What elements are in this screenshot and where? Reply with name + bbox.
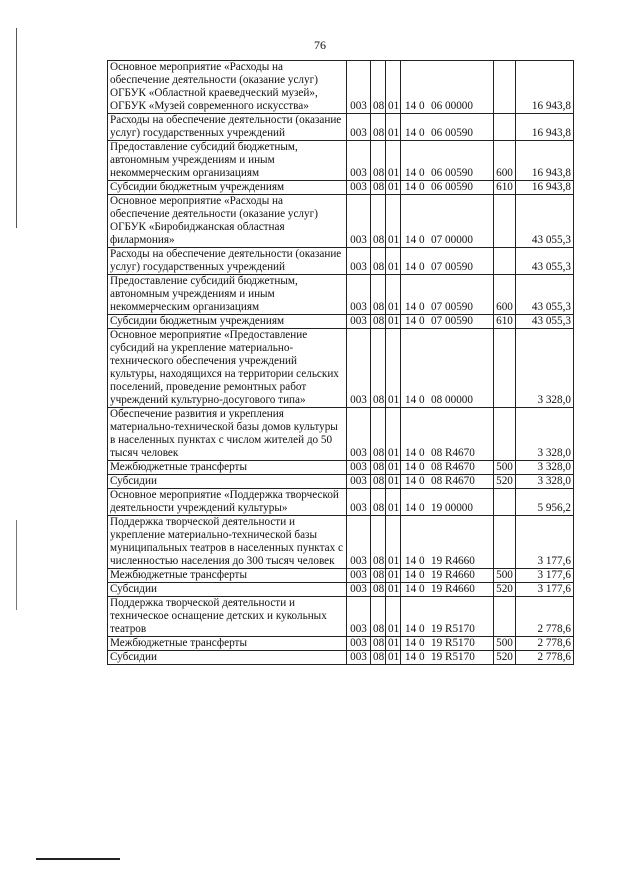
footer-rule — [36, 858, 120, 860]
subsection-code: 01 — [386, 181, 401, 195]
event-code: 07 — [431, 234, 443, 246]
direction-code: R4660 — [445, 555, 475, 567]
subsection-code: 01 — [386, 195, 401, 248]
direction-code: 00000 — [445, 394, 473, 406]
event-code: 07 — [431, 315, 443, 327]
ved-code: 003 — [347, 489, 371, 516]
subsection-code: 01 — [386, 637, 401, 651]
expense-name: Субсидии бюджетным учреждениям — [108, 315, 347, 329]
amount: 16 943,8 — [516, 141, 574, 181]
amount: 43 055,3 — [516, 195, 574, 248]
target-article-code — [401, 489, 494, 516]
ved-code: 003 — [347, 516, 371, 569]
subprogram-code: 0 — [419, 447, 425, 459]
subprogram-code: 0 — [419, 127, 425, 139]
section-code: 08 — [371, 489, 386, 516]
expense-type-code — [494, 516, 516, 569]
event-code: 19 — [431, 651, 443, 663]
direction-code: R5170 — [445, 623, 475, 635]
event-code: 19 — [431, 502, 443, 514]
expense-type-code: 500 — [494, 461, 516, 475]
table-row — [108, 248, 574, 275]
expense-name: Предоставление субсидий бюджетным, автономным учреждениям и иным некоммерческим организациям — [108, 141, 347, 181]
direction-code: 00590 — [445, 127, 473, 139]
subsection-code: 01 — [386, 141, 401, 181]
event-code: 07 — [431, 261, 443, 273]
target-article-code — [401, 114, 494, 141]
subprogram-code: 0 — [419, 569, 425, 581]
subprogram-code: 0 — [419, 502, 425, 514]
expense-name: Обеспечение развития и укрепления материально-технической базы домов культуры в населенных пунктах с числом жителей до 50 тысяч человек — [108, 408, 347, 461]
ved-code: 003 — [347, 461, 371, 475]
program-code: 14 — [405, 569, 417, 581]
expense-type-code — [494, 114, 516, 141]
ved-code: 003 — [347, 569, 371, 583]
target-article-code — [401, 651, 494, 665]
subprogram-code: 0 — [419, 394, 425, 406]
event-code: 19 — [431, 623, 443, 635]
expense-name: Основное мероприятие «Расходы на обеспечение деятельности (оказание услуг) ОГБУК «Биробиджанская областная филармония» — [108, 195, 347, 248]
section-code: 08 — [371, 61, 386, 114]
table-row — [108, 61, 574, 114]
amount: 3 177,6 — [516, 516, 574, 569]
table-row — [108, 329, 574, 408]
direction-code: R4660 — [445, 569, 475, 581]
expense-name: Межбюджетные трансферты — [108, 637, 347, 651]
program-code: 14 — [405, 583, 417, 595]
event-code: 19 — [431, 555, 443, 567]
expense-name: Основное мероприятие «Поддержка творческой деятельности учреждений культуры» — [108, 489, 347, 516]
amount: 3 177,6 — [516, 583, 574, 597]
program-code: 14 — [405, 447, 417, 459]
target-article-code — [401, 569, 494, 583]
ved-code: 003 — [347, 315, 371, 329]
amount: 16 943,8 — [516, 114, 574, 141]
table-row — [108, 651, 574, 665]
target-article-code — [401, 195, 494, 248]
direction-code: R4670 — [445, 447, 475, 459]
table-row — [108, 461, 574, 475]
ved-code: 003 — [347, 329, 371, 408]
program-code: 14 — [405, 167, 417, 179]
direction-code: 00000 — [445, 100, 473, 112]
ved-code: 003 — [347, 181, 371, 195]
target-article-code — [401, 248, 494, 275]
subprogram-code: 0 — [419, 651, 425, 663]
expense-type-code: 520 — [494, 583, 516, 597]
subprogram-code: 0 — [419, 623, 425, 635]
program-code: 14 — [405, 394, 417, 406]
expense-name: Расходы на обеспечение деятельности (оказание услуг) государственных учреждений — [108, 248, 347, 275]
subsection-code: 01 — [386, 516, 401, 569]
amount: 43 055,3 — [516, 248, 574, 275]
target-article-code — [401, 475, 494, 489]
section-code: 08 — [371, 516, 386, 569]
scan-artifact-line — [16, 520, 17, 610]
program-code: 14 — [405, 637, 417, 649]
subsection-code: 01 — [386, 275, 401, 315]
expense-type-code — [494, 248, 516, 275]
target-article-code — [401, 61, 494, 114]
table-row — [108, 141, 574, 181]
subsection-code: 01 — [386, 461, 401, 475]
subprogram-code: 0 — [419, 167, 425, 179]
amount: 3 328,0 — [516, 408, 574, 461]
subprogram-code: 0 — [419, 637, 425, 649]
expense-name: Поддержка творческой деятельности и укрепление материально-технической базы муниципальных театров в населенных пунктах с численностью населения до 300 тысяч человек — [108, 516, 347, 569]
amount: 43 055,3 — [516, 315, 574, 329]
event-code: 19 — [431, 583, 443, 595]
amount: 3 177,6 — [516, 569, 574, 583]
target-article-code — [401, 637, 494, 651]
ved-code: 003 — [347, 195, 371, 248]
ved-code: 003 — [347, 275, 371, 315]
expense-name: Поддержка творческой деятельности и техническое оснащение детских и кукольных театров — [108, 597, 347, 637]
event-code: 08 — [431, 447, 443, 459]
target-article-code — [401, 583, 494, 597]
target-article-code — [401, 408, 494, 461]
table-row — [108, 569, 574, 583]
expense-name: Основное мероприятие «Расходы на обеспечение деятельности (оказание услуг) ОГБУК «Областной краеведческий музей», ОГБУК «Музей современного искусства» — [108, 61, 347, 114]
expense-name: Предоставление субсидий бюджетным, автономным учреждениям и иным некоммерческим организациям — [108, 275, 347, 315]
section-code: 08 — [371, 315, 386, 329]
direction-code: R5170 — [445, 651, 475, 663]
section-code: 08 — [371, 181, 386, 195]
section-code: 08 — [371, 597, 386, 637]
subsection-code: 01 — [386, 61, 401, 114]
ved-code: 003 — [347, 141, 371, 181]
event-code: 06 — [431, 181, 443, 193]
table-row — [108, 408, 574, 461]
subprogram-code: 0 — [419, 555, 425, 567]
expense-type-code — [494, 597, 516, 637]
section-code: 08 — [371, 569, 386, 583]
table-row — [108, 637, 574, 651]
event-code: 07 — [431, 301, 443, 313]
expense-name: Субсидии — [108, 475, 347, 489]
expense-name: Межбюджетные трансферты — [108, 461, 347, 475]
subsection-code: 01 — [386, 114, 401, 141]
expense-type-code — [494, 489, 516, 516]
ved-code: 003 — [347, 651, 371, 665]
amount: 2 778,6 — [516, 651, 574, 665]
program-code: 14 — [405, 100, 417, 112]
program-code: 14 — [405, 461, 417, 473]
event-code: 19 — [431, 637, 443, 649]
section-code: 08 — [371, 583, 386, 597]
section-code: 08 — [371, 114, 386, 141]
amount: 16 943,8 — [516, 181, 574, 195]
table-row — [108, 489, 574, 516]
ved-code: 003 — [347, 475, 371, 489]
target-article-code — [401, 461, 494, 475]
event-code: 06 — [431, 127, 443, 139]
section-code: 08 — [371, 461, 386, 475]
table-row — [108, 195, 574, 248]
subsection-code: 01 — [386, 569, 401, 583]
subsection-code: 01 — [386, 475, 401, 489]
subsection-code: 01 — [386, 597, 401, 637]
direction-code: R4670 — [445, 461, 475, 473]
ved-code: 003 — [347, 248, 371, 275]
program-code: 14 — [405, 127, 417, 139]
event-code: 08 — [431, 394, 443, 406]
expense-type-code: 600 — [494, 141, 516, 181]
target-article-code — [401, 329, 494, 408]
amount: 2 778,6 — [516, 637, 574, 651]
subprogram-code: 0 — [419, 583, 425, 595]
event-code: 06 — [431, 167, 443, 179]
program-code: 14 — [405, 555, 417, 567]
expense-name: Субсидии — [108, 583, 347, 597]
target-article-code — [401, 181, 494, 195]
direction-code: R4670 — [445, 475, 475, 487]
program-code: 14 — [405, 651, 417, 663]
program-code: 14 — [405, 261, 417, 273]
ved-code: 003 — [347, 61, 371, 114]
section-code: 08 — [371, 475, 386, 489]
expense-type-code — [494, 329, 516, 408]
subsection-code: 01 — [386, 651, 401, 665]
program-code: 14 — [405, 502, 417, 514]
direction-code: R4660 — [445, 583, 475, 595]
amount: 3 328,0 — [516, 329, 574, 408]
amount: 5 956,2 — [516, 489, 574, 516]
table-row — [108, 583, 574, 597]
section-code: 08 — [371, 195, 386, 248]
direction-code: R5170 — [445, 637, 475, 649]
event-code: 06 — [431, 100, 443, 112]
subprogram-code: 0 — [419, 461, 425, 473]
table-row — [108, 275, 574, 315]
table-row — [108, 475, 574, 489]
amount: 43 055,3 — [516, 275, 574, 315]
target-article-code — [401, 516, 494, 569]
program-code: 14 — [405, 623, 417, 635]
expense-type-code — [494, 61, 516, 114]
expense-type-code: 610 — [494, 315, 516, 329]
direction-code: 00590 — [445, 301, 473, 313]
direction-code: 00590 — [445, 167, 473, 179]
amount: 2 778,6 — [516, 597, 574, 637]
section-code: 08 — [371, 637, 386, 651]
table-row — [108, 181, 574, 195]
expense-type-code: 500 — [494, 569, 516, 583]
expense-name: Основное мероприятие «Предоставление субсидий на укрепление материально-технического обеспечения учреждений культуры, находящихся на территории сельских поселений, проведение ремонтных работ учреждений культурно-досугового типа» — [108, 329, 347, 408]
program-code: 14 — [405, 181, 417, 193]
direction-code: 00590 — [445, 261, 473, 273]
ved-code: 003 — [347, 637, 371, 651]
table-row — [108, 597, 574, 637]
event-code: 08 — [431, 461, 443, 473]
event-code: 08 — [431, 475, 443, 487]
program-code: 14 — [405, 315, 417, 327]
section-code: 08 — [371, 408, 386, 461]
direction-code: 00590 — [445, 181, 473, 193]
target-article-code — [401, 275, 494, 315]
expense-type-code: 600 — [494, 275, 516, 315]
expense-name: Субсидии — [108, 651, 347, 665]
subprogram-code: 0 — [419, 181, 425, 193]
table-row — [108, 114, 574, 141]
section-code: 08 — [371, 248, 386, 275]
section-code: 08 — [371, 329, 386, 408]
table-row — [108, 516, 574, 569]
expense-type-code: 520 — [494, 651, 516, 665]
target-article-code — [401, 141, 494, 181]
expense-type-code — [494, 195, 516, 248]
amount: 3 328,0 — [516, 475, 574, 489]
expense-type-code: 610 — [494, 181, 516, 195]
expense-name: Расходы на обеспечение деятельности (оказание услуг) государственных учреждений — [108, 114, 347, 141]
amount: 3 328,0 — [516, 461, 574, 475]
target-article-code — [401, 597, 494, 637]
subsection-code: 01 — [386, 583, 401, 597]
program-code: 14 — [405, 234, 417, 246]
ved-code: 003 — [347, 583, 371, 597]
budget-table — [107, 60, 574, 665]
subprogram-code: 0 — [419, 315, 425, 327]
program-code: 14 — [405, 475, 417, 487]
expense-type-code — [494, 408, 516, 461]
event-code: 19 — [431, 569, 443, 581]
section-code: 08 — [371, 141, 386, 181]
target-article-code — [401, 315, 494, 329]
subsection-code: 01 — [386, 489, 401, 516]
expense-type-code: 500 — [494, 637, 516, 651]
subsection-code: 01 — [386, 329, 401, 408]
subsection-code: 01 — [386, 408, 401, 461]
subprogram-code: 0 — [419, 261, 425, 273]
program-code: 14 — [405, 301, 417, 313]
ved-code: 003 — [347, 597, 371, 637]
ved-code: 003 — [347, 408, 371, 461]
direction-code: 00000 — [445, 502, 473, 514]
direction-code: 00590 — [445, 315, 473, 327]
scan-artifact-line — [16, 28, 17, 228]
amount: 16 943,8 — [516, 61, 574, 114]
direction-code: 00000 — [445, 234, 473, 246]
subprogram-code: 0 — [419, 234, 425, 246]
ved-code: 003 — [347, 114, 371, 141]
expense-type-code: 520 — [494, 475, 516, 489]
expense-name: Субсидии бюджетным учреждениям — [108, 181, 347, 195]
subsection-code: 01 — [386, 315, 401, 329]
subprogram-code: 0 — [419, 301, 425, 313]
table-row — [108, 315, 574, 329]
subprogram-code: 0 — [419, 100, 425, 112]
page-number: 76 — [314, 38, 326, 52]
expense-name: Межбюджетные трансферты — [108, 569, 347, 583]
section-code: 08 — [371, 651, 386, 665]
subprogram-code: 0 — [419, 475, 425, 487]
subsection-code: 01 — [386, 248, 401, 275]
section-code: 08 — [371, 275, 386, 315]
